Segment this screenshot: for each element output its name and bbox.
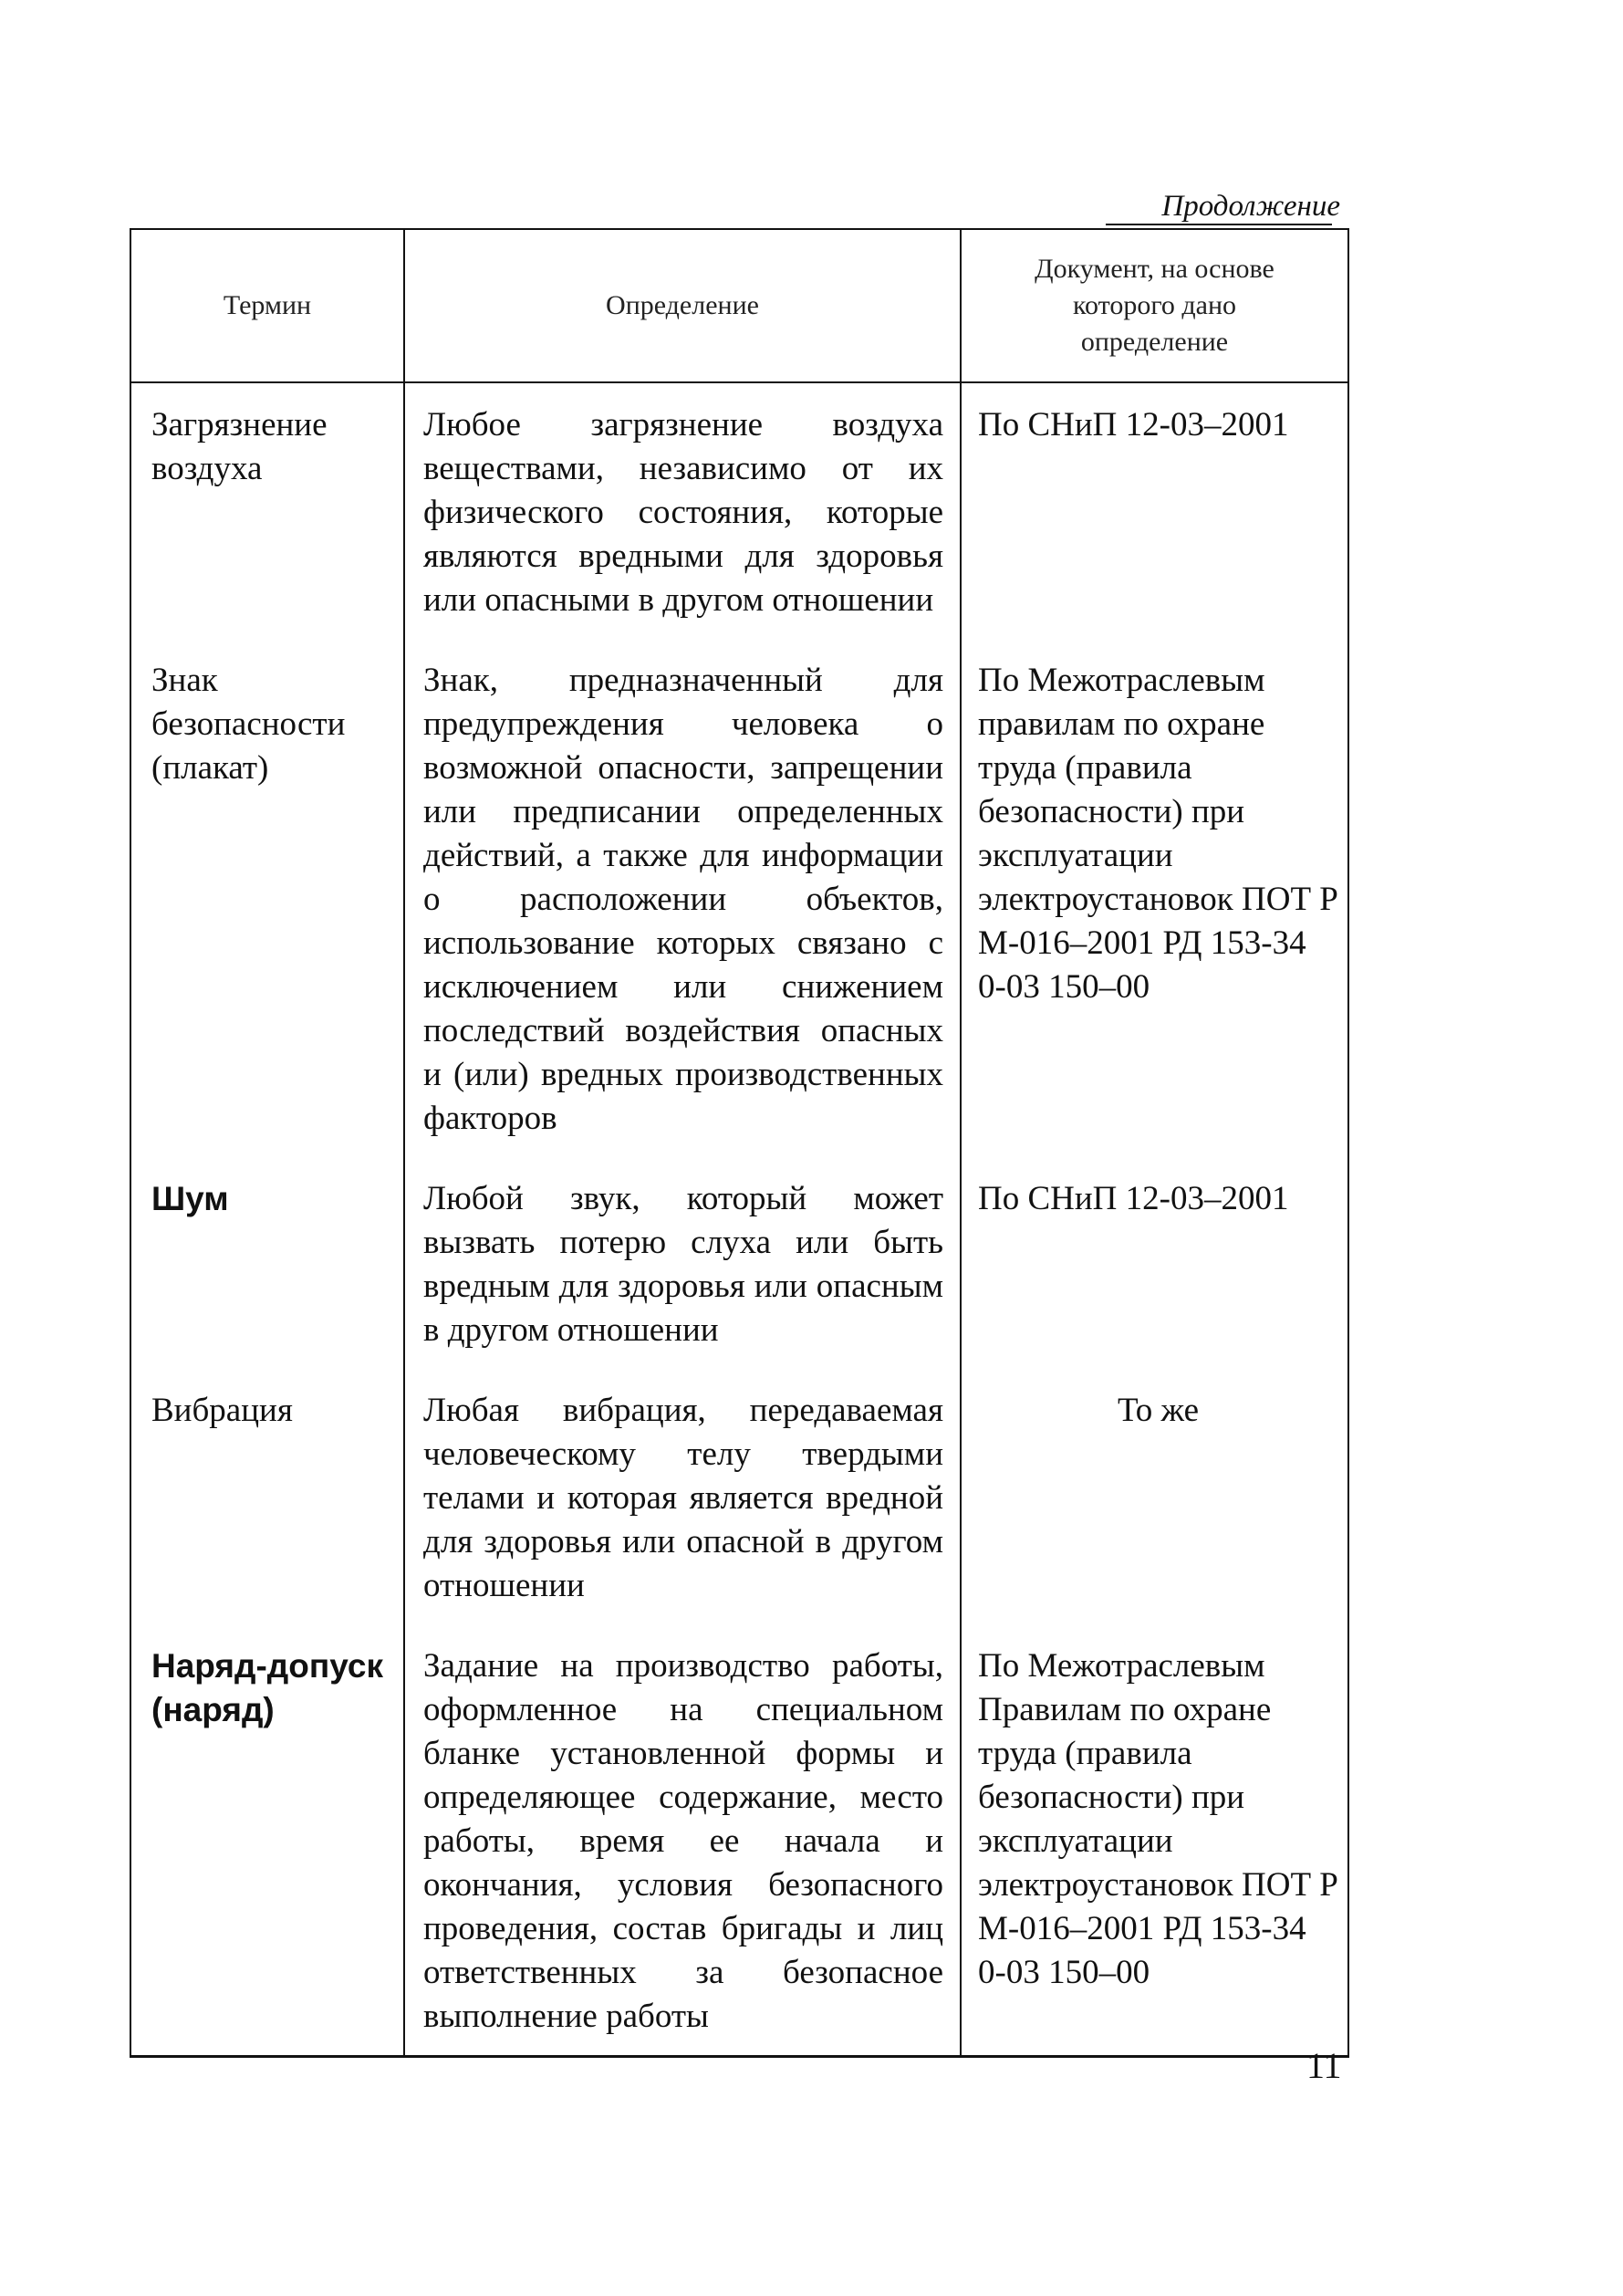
definition-cell: Задание на производство работы, оформленное на специальном бланке установленной формы и определяющее содержание, место работы, время ее начала и окончания, условия безопасного проведения, состав бригады и лиц ответственных за безопасное выполнение работы	[404, 1624, 961, 2057]
document-cell: По Межотраслевым Правилам по охране труда (правила безопасности) при эксплуатации электроустановок ПОТ Р М-016–2001 РД 153-34 0-03 150–00	[961, 1624, 1348, 2057]
header-definition: Определение	[404, 229, 961, 382]
continuation-label: Продолжение	[1161, 190, 1340, 223]
document-cell: По Межотраслевым правилам по охране труда (правила безопасности) при эксплуатации электроустановок ПОТ Р М-016–2001 РД 153-34 0-03 150–00	[961, 639, 1348, 1157]
term-cell: Шум	[130, 1157, 404, 1369]
table-row	[130, 382, 1348, 639]
table-row	[130, 1624, 1348, 2057]
table-header-row	[130, 229, 1348, 382]
terms-table	[130, 228, 1349, 2058]
document-cell: То же	[961, 1369, 1348, 1624]
document-cell: По СНиП 12-03–2001	[961, 382, 1348, 639]
term-cell: Знак безопасности (плакат)	[130, 639, 404, 1157]
table-row	[130, 1157, 1348, 1369]
document-cell: По СНиП 12-03–2001	[961, 1157, 1348, 1369]
term-cell: Вибрация	[130, 1369, 404, 1624]
table-row	[130, 1369, 1348, 1624]
header-document: Документ, на основе которого дано определение	[961, 229, 1348, 382]
term-cell: Наряд-допуск (наряд)	[130, 1624, 404, 2057]
header-term: Термин	[130, 229, 404, 382]
table-row	[130, 639, 1348, 1157]
term-cell: Загрязнение воздуха	[130, 382, 404, 639]
page-number: 11	[1306, 2045, 1342, 2086]
definition-cell: Любой звук, который может вызвать потерю слуха или быть вредным для здоровья или опасным в другом отношении	[404, 1157, 961, 1369]
continuation-underline	[1106, 224, 1332, 225]
definition-cell: Любая вибрация, передаваемая человеческому телу твердыми телами и которая является вредной для здоровья или опасной в другом отношении	[404, 1369, 961, 1624]
definition-cell: Знак, предназначенный для предупреждения человека о возможной опасности, запрещении или предписании определенных действий, а также для информации о расположении объектов, использование которых связано с исключением или снижением последствий воздействия опасных и (или) вредных производственных факторов	[404, 639, 961, 1157]
definition-cell: Любое загрязнение воздуха веществами, независимо от их физического состояния, которые являются вредными для здоровья или опасными в другом отношении	[404, 382, 961, 639]
